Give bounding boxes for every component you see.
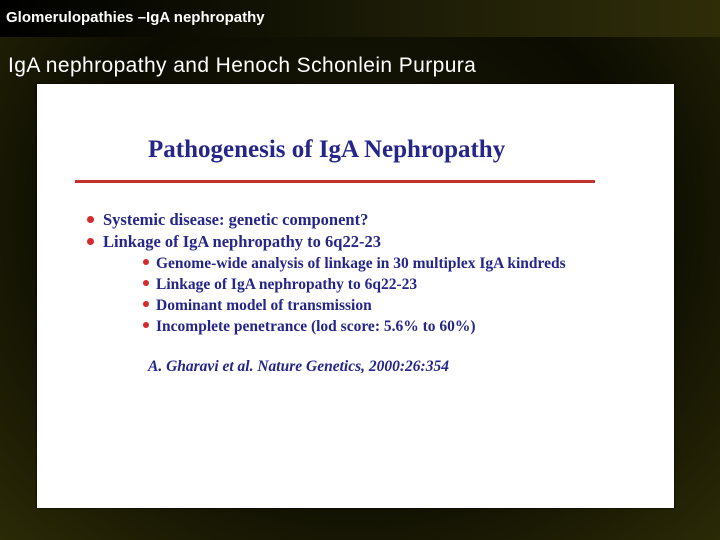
bullet-dot-icon	[143, 301, 149, 307]
sub-bullet-text: Incomplete penetrance (lod score: 5.6% to 60%)	[156, 318, 476, 335]
sub-bullet-item	[143, 255, 566, 273]
slide-heading: Pathogenesis of IgA Nephropathy	[148, 136, 506, 163]
citation: A. Gharavi et al. Nature Genetics, 2000:26:354	[148, 358, 449, 375]
bullet-dot-icon	[87, 216, 94, 223]
bullet-dot-icon	[143, 280, 149, 286]
slide-image	[37, 84, 674, 508]
bullet-item	[87, 232, 381, 252]
sub-bullet-text: Dominant model of transmission	[156, 297, 372, 314]
sub-bullet-text: Linkage of IgA nephropathy to 6q22-23	[156, 276, 418, 293]
bullet-item	[87, 210, 368, 230]
title-bar	[0, 0, 720, 37]
bullet-dot-icon	[143, 322, 149, 328]
sub-bullet-item	[143, 276, 417, 294]
sub-bullet-item	[143, 297, 372, 315]
page-title: Glomerulopathies –IgA nephropathy	[6, 9, 265, 26]
sub-bullet-text: Genome-wide analysis of linkage in 30 multiplex IgA kindreds	[156, 255, 566, 272]
bullet-dot-icon	[87, 238, 94, 245]
page-subtitle: IgA nephropathy and Henoch Schonlein Purpura	[8, 54, 477, 77]
bullet-text: Linkage of IgA nephropathy to 6q22-23	[103, 232, 381, 251]
bullet-dot-icon	[143, 259, 149, 265]
sub-bullet-item	[143, 318, 476, 336]
bullet-text: Systemic disease: genetic component?	[103, 210, 369, 229]
bullet-list	[37, 84, 674, 508]
